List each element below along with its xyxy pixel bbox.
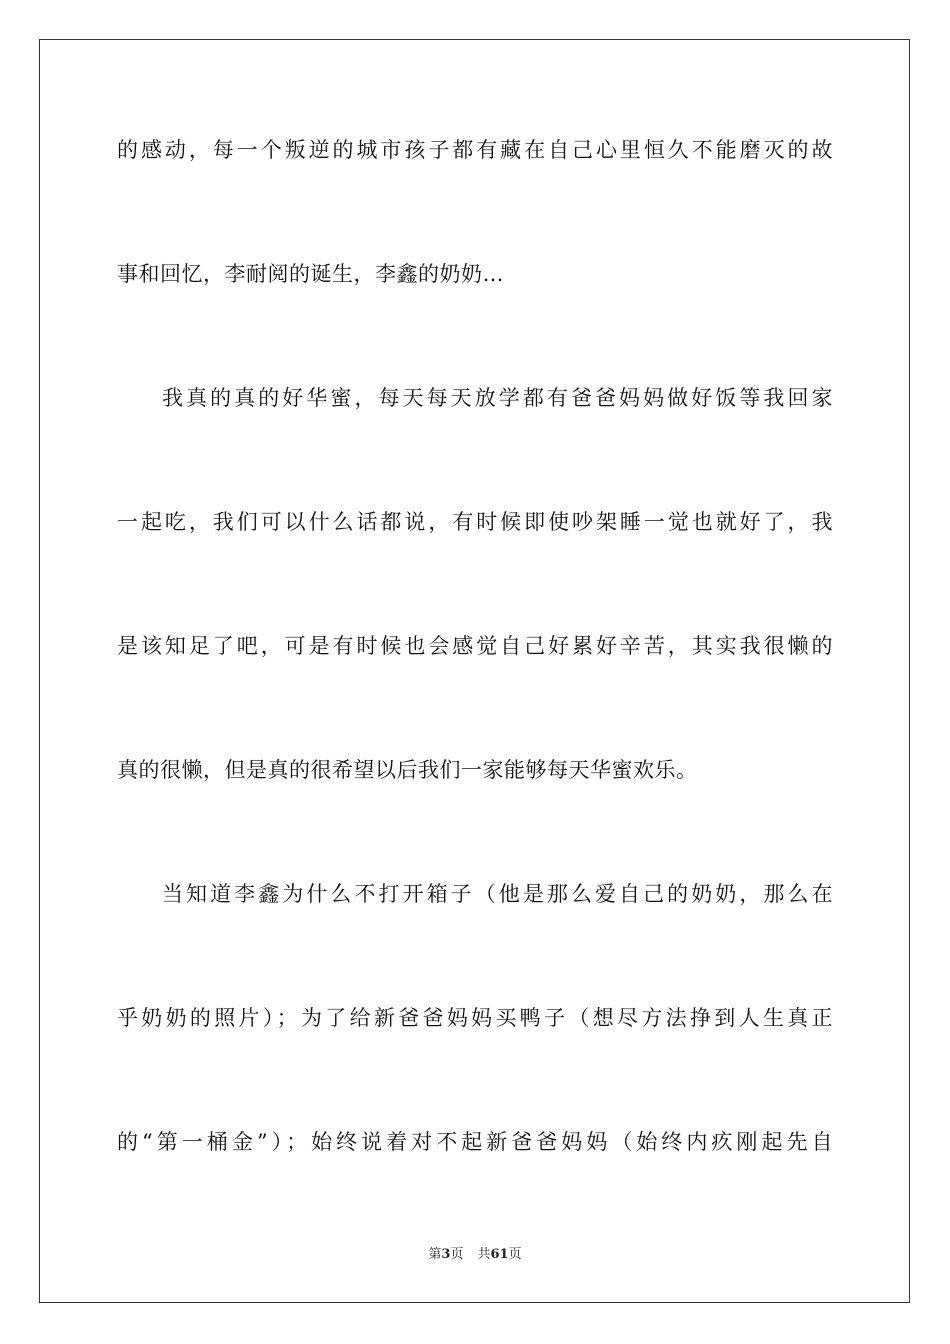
total-pages: 61 — [490, 1247, 509, 1262]
total-suffix: 页 — [508, 1247, 522, 1262]
page-border — [39, 39, 910, 1303]
body-text-line: 乎奶奶的照片）；为了给新爸爸妈妈买鸭子（想尽方法挣到人生真正 — [117, 1006, 833, 1030]
body-text-line: 的感动，每一个叛逆的城市孩子都有藏在自己心里恒久不能磨灭的故 — [117, 138, 833, 162]
paragraph-first-line: 当知道李鑫为什么不打开箱子（他是那么爱自己的奶奶，那么在 — [162, 882, 833, 906]
total-prefix: 共 — [477, 1247, 491, 1262]
paragraph-first-line: 我真的真的好华蜜，每天每天放学都有爸爸妈妈做好饭等我回家 — [162, 386, 833, 410]
page-prefix: 第 — [428, 1247, 442, 1262]
body-text-line: 事和回忆，李耐阅的诞生，李鑫的奶奶… — [117, 262, 504, 286]
page-number: 3 — [441, 1247, 451, 1262]
body-text-line: 的“第一桶金”）；始终说着对不起新爸爸妈妈（始终内疚刚起先自 — [117, 1130, 833, 1154]
body-text-line: 真的很懒，但是真的很希望以后我们一家能够每天华蜜欢乐。 — [117, 758, 698, 782]
page-footer — [0, 1246, 950, 1264]
page-suffix: 页 — [450, 1247, 464, 1262]
body-text-line: 是该知足了吧，可是有时候也会感觉自己好累好辛苦，其实我很懒的 — [117, 634, 833, 658]
body-text-line: 一起吃，我们可以什么话都说，有时候即使吵架睡一觉也就好了，我 — [117, 510, 833, 534]
